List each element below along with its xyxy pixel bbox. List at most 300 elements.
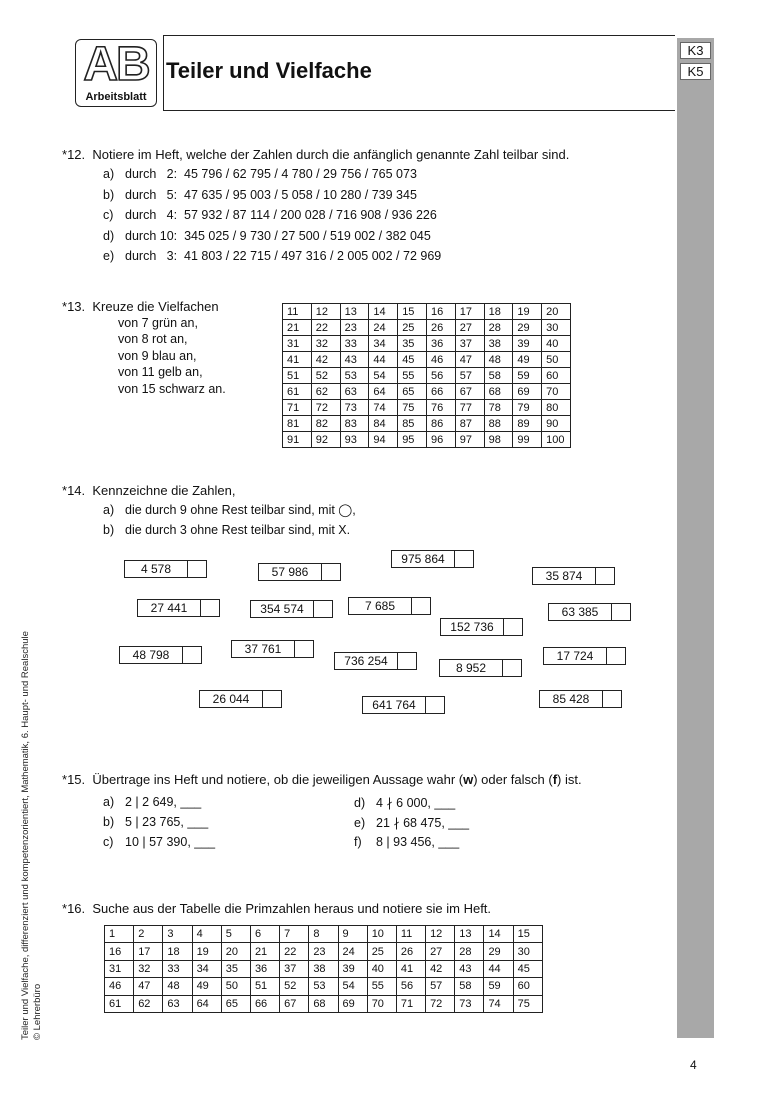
grid-cell[interactable]: 78 bbox=[484, 400, 513, 416]
true-letter: w bbox=[463, 772, 474, 787]
task-13-heading bbox=[62, 299, 219, 314]
task-number: 16. bbox=[67, 901, 86, 916]
grid-cell[interactable]: 34 bbox=[192, 960, 221, 977]
grid-cell[interactable]: 24 bbox=[369, 320, 398, 336]
grid-cell[interactable]: 38 bbox=[309, 960, 338, 977]
star-icon: * bbox=[62, 772, 68, 787]
grid-cell[interactable]: 54 bbox=[338, 978, 367, 995]
grid-cell[interactable]: 74 bbox=[369, 400, 398, 416]
grid-cell[interactable]: 11 bbox=[283, 304, 312, 320]
mark-cell[interactable] bbox=[503, 660, 521, 676]
grid-cell[interactable]: 58 bbox=[455, 978, 484, 995]
grid-cell[interactable]: 72 bbox=[311, 400, 340, 416]
grid-cell[interactable]: 61 bbox=[105, 995, 134, 1012]
task-12-item bbox=[103, 208, 437, 222]
instruction-line: von 8 rot an, bbox=[118, 332, 188, 346]
number-box bbox=[391, 550, 474, 568]
grid-cell[interactable]: 62 bbox=[134, 995, 163, 1012]
task-12-item bbox=[103, 229, 431, 243]
task-text: Kreuze die Vielfachen bbox=[92, 299, 219, 314]
task-text: ) oder falsch ( bbox=[473, 772, 553, 787]
number-value: 26 044 bbox=[200, 691, 263, 707]
grid-cell[interactable]: 2 bbox=[134, 926, 163, 943]
grid-cell[interactable]: 40 bbox=[542, 336, 571, 352]
star-icon: * bbox=[62, 147, 68, 162]
item-text: durch 5: 47 635 / 95 003 / 5 058 / 10 280 / 739 345 bbox=[125, 188, 417, 202]
task-15-heading bbox=[62, 772, 582, 787]
mark-cell[interactable] bbox=[603, 691, 621, 707]
item-label: a) bbox=[103, 503, 115, 517]
copyright-line: © Lehrerbüro bbox=[32, 983, 43, 1040]
grid-cell[interactable]: 33 bbox=[163, 960, 192, 977]
item-text: 4 ∤ 6 000, ___ bbox=[376, 796, 456, 810]
prime-grid bbox=[104, 925, 543, 1013]
grid-cell[interactable]: 32 bbox=[311, 336, 340, 352]
grid-cell[interactable]: 36 bbox=[426, 336, 455, 352]
competence-tag-k5: K5 bbox=[680, 63, 711, 80]
item-label: f) bbox=[354, 835, 362, 849]
grid-cell[interactable]: 55 bbox=[367, 978, 396, 995]
grid-cell[interactable]: 15 bbox=[513, 926, 542, 943]
grid-cell[interactable]: 20 bbox=[542, 304, 571, 320]
grid-cell[interactable]: 21 bbox=[250, 943, 279, 960]
grid-cell[interactable]: 24 bbox=[338, 943, 367, 960]
grid-cell[interactable]: 63 bbox=[163, 995, 192, 1012]
mark-cell[interactable] bbox=[607, 648, 625, 664]
grid-cell[interactable]: 5 bbox=[221, 926, 250, 943]
item-text: 21 ∤ 68 475, ___ bbox=[376, 816, 470, 830]
mark-cell[interactable] bbox=[412, 598, 430, 614]
grid-row bbox=[283, 304, 571, 320]
grid-cell[interactable]: 54 bbox=[369, 368, 398, 384]
item-text: 8 | 93 456, ___ bbox=[376, 835, 460, 849]
task-12-item bbox=[103, 249, 441, 263]
grid-cell[interactable]: 26 bbox=[426, 320, 455, 336]
grid-cell[interactable]: 27 bbox=[426, 943, 455, 960]
mark-cell[interactable] bbox=[314, 601, 332, 617]
number-value: 4 578 bbox=[125, 561, 188, 577]
star-icon: * bbox=[62, 901, 68, 916]
item-text: durch 4: 57 932 / 87 114 / 200 028 / 716 908 / 936 226 bbox=[125, 208, 437, 222]
grid-cell[interactable]: 62 bbox=[311, 384, 340, 400]
mark-cell[interactable] bbox=[504, 619, 522, 635]
task-text: Übertrage ins Heft und notiere, ob die jeweiligen Aussage wahr ( bbox=[92, 772, 464, 787]
grid-cell[interactable]: 38 bbox=[484, 336, 513, 352]
grid-cell[interactable]: 25 bbox=[398, 320, 427, 336]
grid-cell[interactable]: 40 bbox=[367, 960, 396, 977]
grid-cell[interactable]: 48 bbox=[484, 352, 513, 368]
number-value: 35 874 bbox=[533, 568, 596, 584]
mark-cell[interactable] bbox=[398, 653, 416, 669]
grid-cell[interactable]: 51 bbox=[250, 978, 279, 995]
grid-cell[interactable]: 49 bbox=[192, 978, 221, 995]
instruction-line: von 9 blau an, bbox=[118, 349, 197, 363]
number-box bbox=[548, 603, 631, 621]
grid-cell[interactable]: 7 bbox=[280, 926, 309, 943]
mark-cell[interactable] bbox=[183, 647, 201, 663]
grid-cell[interactable]: 89 bbox=[513, 416, 542, 432]
grid-cell[interactable]: 11 bbox=[396, 926, 425, 943]
grid-cell[interactable]: 70 bbox=[367, 995, 396, 1012]
grid-cell[interactable]: 91 bbox=[283, 432, 312, 448]
grid-cell[interactable]: 97 bbox=[455, 432, 484, 448]
grid-cell[interactable]: 35 bbox=[398, 336, 427, 352]
multiples-grid bbox=[282, 303, 571, 448]
number-box bbox=[539, 690, 622, 708]
grid-cell[interactable]: 39 bbox=[513, 336, 542, 352]
item-label: d) bbox=[354, 796, 366, 810]
task-number: 15. bbox=[67, 772, 86, 787]
grid-cell[interactable]: 70 bbox=[542, 384, 571, 400]
grid-cell[interactable]: 68 bbox=[484, 384, 513, 400]
grid-cell[interactable]: 13 bbox=[340, 304, 369, 320]
grid-cell[interactable]: 27 bbox=[455, 320, 484, 336]
grid-cell[interactable]: 58 bbox=[484, 368, 513, 384]
grid-cell[interactable]: 69 bbox=[338, 995, 367, 1012]
grid-cell[interactable]: 99 bbox=[513, 432, 542, 448]
grid-cell[interactable]: 39 bbox=[338, 960, 367, 977]
grid-cell[interactable]: 69 bbox=[513, 384, 542, 400]
grid-cell[interactable]: 37 bbox=[455, 336, 484, 352]
grid-cell[interactable]: 25 bbox=[367, 943, 396, 960]
grid-cell[interactable]: 59 bbox=[484, 978, 513, 995]
grid-cell[interactable]: 64 bbox=[369, 384, 398, 400]
grid-cell[interactable]: 82 bbox=[311, 416, 340, 432]
number-box bbox=[532, 567, 615, 585]
grid-cell[interactable]: 10 bbox=[367, 926, 396, 943]
false-letter: f bbox=[552, 772, 558, 787]
task-12-item bbox=[103, 188, 417, 202]
grid-cell[interactable]: 12 bbox=[426, 926, 455, 943]
competence-tag-k3: K3 bbox=[680, 42, 711, 59]
number-box bbox=[250, 600, 333, 618]
item-text: die durch 9 ohne Rest teilbar sind, mit ◯, bbox=[125, 503, 356, 517]
number-box bbox=[439, 659, 522, 677]
grid-cell[interactable]: 34 bbox=[369, 336, 398, 352]
mark-cell[interactable] bbox=[263, 691, 281, 707]
grid-cell[interactable]: 60 bbox=[513, 978, 542, 995]
grid-cell[interactable]: 71 bbox=[283, 400, 312, 416]
grid-cell[interactable]: 48 bbox=[163, 978, 192, 995]
item-label: e) bbox=[354, 816, 366, 830]
grid-row bbox=[283, 416, 571, 432]
item-text: 2 | 2 649, ___ bbox=[125, 795, 202, 809]
grid-cell[interactable]: 83 bbox=[340, 416, 369, 432]
grid-cell[interactable]: 49 bbox=[513, 352, 542, 368]
grid-cell[interactable]: 14 bbox=[484, 926, 513, 943]
grid-cell[interactable]: 85 bbox=[398, 416, 427, 432]
grid-cell[interactable]: 64 bbox=[192, 995, 221, 1012]
grid-cell[interactable]: 44 bbox=[369, 352, 398, 368]
number-value: 354 574 bbox=[251, 601, 314, 617]
grid-cell[interactable]: 17 bbox=[455, 304, 484, 320]
task-number: 12. bbox=[67, 147, 86, 162]
grid-cell[interactable]: 18 bbox=[484, 304, 513, 320]
grid-cell[interactable]: 18 bbox=[163, 943, 192, 960]
number-box bbox=[258, 563, 341, 581]
mark-cell[interactable] bbox=[322, 564, 340, 580]
grid-row bbox=[283, 384, 571, 400]
grid-cell[interactable]: 33 bbox=[340, 336, 369, 352]
grid-cell[interactable]: 93 bbox=[340, 432, 369, 448]
grid-cell[interactable]: 88 bbox=[484, 416, 513, 432]
grid-cell[interactable]: 86 bbox=[426, 416, 455, 432]
grid-cell[interactable]: 15 bbox=[398, 304, 427, 320]
task-16-heading bbox=[62, 901, 491, 916]
grid-cell[interactable]: 51 bbox=[283, 368, 312, 384]
grid-cell[interactable]: 72 bbox=[426, 995, 455, 1012]
logo-subtitle: Arbeitsblatt bbox=[85, 91, 147, 103]
mark-cell[interactable] bbox=[455, 551, 473, 567]
grid-cell[interactable]: 56 bbox=[396, 978, 425, 995]
grid-cell[interactable]: 37 bbox=[280, 960, 309, 977]
item-text: 5 | 23 765, ___ bbox=[125, 815, 209, 829]
grid-cell[interactable]: 55 bbox=[398, 368, 427, 384]
copyright-line: Teiler und Vielfache, differenziert und kompetenzorientiert, Mathematik, 6. Haupt- und Realschule bbox=[20, 631, 31, 1040]
grid-cell[interactable]: 8 bbox=[309, 926, 338, 943]
grid-cell[interactable]: 16 bbox=[426, 304, 455, 320]
item-text: durch 3: 41 803 / 22 715 / 497 316 / 2 005 002 / 72 969 bbox=[125, 249, 442, 263]
grid-cell[interactable]: 29 bbox=[484, 943, 513, 960]
task-text: Suche aus der Tabelle die Primzahlen heraus und notiere sie im Heft. bbox=[92, 901, 492, 916]
grid-cell[interactable]: 76 bbox=[426, 400, 455, 416]
grid-row bbox=[105, 943, 543, 960]
item-label: c) bbox=[103, 208, 114, 222]
task-14-item bbox=[103, 523, 350, 537]
grid-cell[interactable]: 77 bbox=[455, 400, 484, 416]
mark-cell[interactable] bbox=[596, 568, 614, 584]
grid-cell[interactable]: 23 bbox=[340, 320, 369, 336]
grid-cell[interactable]: 57 bbox=[455, 368, 484, 384]
grid-cell[interactable]: 100 bbox=[542, 432, 571, 448]
grid-row bbox=[283, 432, 571, 448]
grid-cell[interactable]: 65 bbox=[221, 995, 250, 1012]
header-line-bottom bbox=[163, 110, 675, 111]
grid-cell[interactable]: 68 bbox=[309, 995, 338, 1012]
grid-cell[interactable]: 30 bbox=[542, 320, 571, 336]
grid-cell[interactable]: 3 bbox=[163, 926, 192, 943]
grid-cell[interactable]: 75 bbox=[513, 995, 542, 1012]
grid-cell[interactable]: 53 bbox=[309, 978, 338, 995]
grid-cell[interactable]: 73 bbox=[455, 995, 484, 1012]
item-label: b) bbox=[103, 188, 115, 202]
grid-cell[interactable]: 31 bbox=[105, 960, 134, 977]
grid-cell[interactable]: 52 bbox=[280, 978, 309, 995]
grid-cell[interactable]: 47 bbox=[455, 352, 484, 368]
task-15-item bbox=[103, 835, 215, 849]
task-15-item bbox=[103, 795, 201, 809]
number-value: 7 685 bbox=[349, 598, 412, 614]
grid-cell[interactable]: 45 bbox=[513, 960, 542, 977]
grid-cell[interactable]: 66 bbox=[426, 384, 455, 400]
grid-cell[interactable]: 26 bbox=[396, 943, 425, 960]
grid-cell[interactable]: 31 bbox=[283, 336, 312, 352]
grid-cell[interactable]: 79 bbox=[513, 400, 542, 416]
instruction-line: von 7 grün an, bbox=[118, 316, 198, 330]
mark-cell[interactable] bbox=[201, 600, 219, 616]
instruction-line: von 11 gelb an, bbox=[118, 365, 203, 379]
number-box bbox=[137, 599, 220, 617]
grid-row bbox=[105, 960, 543, 977]
grid-cell[interactable]: 22 bbox=[311, 320, 340, 336]
grid-cell[interactable]: 44 bbox=[484, 960, 513, 977]
grid-cell[interactable]: 14 bbox=[369, 304, 398, 320]
logo-letters: AB bbox=[83, 38, 149, 91]
page-number: 4 bbox=[690, 1058, 697, 1072]
item-text: 10 | 57 390, ___ bbox=[125, 835, 216, 849]
grid-cell[interactable]: 1 bbox=[105, 926, 134, 943]
grid-cell[interactable]: 30 bbox=[513, 943, 542, 960]
grid-cell[interactable]: 28 bbox=[455, 943, 484, 960]
grid-cell[interactable]: 56 bbox=[426, 368, 455, 384]
number-box bbox=[199, 690, 282, 708]
grid-cell[interactable]: 43 bbox=[340, 352, 369, 368]
grid-cell[interactable]: 36 bbox=[250, 960, 279, 977]
grid-cell[interactable]: 67 bbox=[455, 384, 484, 400]
grid-cell[interactable]: 41 bbox=[396, 960, 425, 977]
grid-cell[interactable]: 87 bbox=[455, 416, 484, 432]
grid-cell[interactable]: 16 bbox=[105, 943, 134, 960]
number-box bbox=[348, 597, 431, 615]
task-text: ) ist. bbox=[557, 772, 582, 787]
grid-cell[interactable]: 73 bbox=[340, 400, 369, 416]
grid-cell[interactable]: 75 bbox=[398, 400, 427, 416]
grid-cell[interactable]: 95 bbox=[398, 432, 427, 448]
grid-cell[interactable]: 32 bbox=[134, 960, 163, 977]
star-icon: * bbox=[62, 483, 68, 498]
number-box bbox=[231, 640, 314, 658]
grid-cell[interactable]: 98 bbox=[484, 432, 513, 448]
grid-cell[interactable]: 46 bbox=[426, 352, 455, 368]
grid-row bbox=[283, 352, 571, 368]
grid-cell[interactable]: 9 bbox=[338, 926, 367, 943]
number-value: 37 761 bbox=[232, 641, 295, 657]
grid-cell[interactable]: 46 bbox=[105, 978, 134, 995]
task-15-item bbox=[354, 795, 455, 810]
grid-cell[interactable]: 61 bbox=[283, 384, 312, 400]
task-12-heading bbox=[62, 147, 569, 162]
grid-cell[interactable]: 67 bbox=[280, 995, 309, 1012]
task-text: Notiere im Heft, welche der Zahlen durch die anfänglich genannte Zahl teilbar sind. bbox=[92, 147, 570, 162]
grid-cell[interactable]: 96 bbox=[426, 432, 455, 448]
grid-cell[interactable]: 20 bbox=[221, 943, 250, 960]
side-strip bbox=[677, 38, 714, 1038]
item-label: e) bbox=[103, 249, 115, 263]
copyright-vertical bbox=[20, 580, 44, 1040]
star-icon: * bbox=[62, 299, 68, 314]
number-value: 975 864 bbox=[392, 551, 455, 567]
task-number: 14. bbox=[67, 483, 86, 498]
grid-cell[interactable]: 80 bbox=[542, 400, 571, 416]
grid-cell[interactable]: 13 bbox=[455, 926, 484, 943]
header-divider bbox=[163, 35, 164, 111]
number-value: 152 736 bbox=[441, 619, 504, 635]
grid-cell[interactable]: 45 bbox=[398, 352, 427, 368]
grid-cell[interactable]: 42 bbox=[426, 960, 455, 977]
mark-cell[interactable] bbox=[295, 641, 313, 657]
grid-cell[interactable]: 17 bbox=[134, 943, 163, 960]
number-box bbox=[124, 560, 207, 578]
grid-cell[interactable]: 57 bbox=[426, 978, 455, 995]
page-title: Teiler und Vielfache bbox=[166, 58, 372, 83]
grid-cell[interactable]: 66 bbox=[250, 995, 279, 1012]
number-box bbox=[440, 618, 523, 636]
number-box bbox=[362, 696, 445, 714]
grid-cell[interactable]: 50 bbox=[542, 352, 571, 368]
number-box bbox=[334, 652, 417, 670]
mark-cell[interactable] bbox=[612, 604, 630, 620]
grid-cell[interactable]: 53 bbox=[340, 368, 369, 384]
grid-cell[interactable]: 65 bbox=[398, 384, 427, 400]
grid-cell[interactable]: 35 bbox=[221, 960, 250, 977]
grid-cell[interactable]: 43 bbox=[455, 960, 484, 977]
grid-row bbox=[283, 400, 571, 416]
grid-cell[interactable]: 63 bbox=[340, 384, 369, 400]
grid-cell[interactable]: 50 bbox=[221, 978, 250, 995]
grid-cell[interactable]: 47 bbox=[134, 978, 163, 995]
item-label: b) bbox=[103, 523, 115, 537]
item-label: b) bbox=[103, 815, 115, 829]
grid-row bbox=[283, 336, 571, 352]
mark-cell[interactable] bbox=[188, 561, 206, 577]
task-text: Kennzeichne die Zahlen, bbox=[92, 483, 236, 498]
grid-row bbox=[105, 978, 543, 995]
grid-cell[interactable]: 71 bbox=[396, 995, 425, 1012]
task-15-item bbox=[354, 835, 459, 849]
grid-cell[interactable]: 59 bbox=[513, 368, 542, 384]
item-text: durch 2: 45 796 / 62 795 / 4 780 / 29 756 / 765 073 bbox=[125, 167, 417, 181]
number-value: 57 986 bbox=[259, 564, 322, 580]
grid-cell[interactable]: 6 bbox=[250, 926, 279, 943]
item-label: c) bbox=[103, 835, 114, 849]
grid-row bbox=[283, 320, 571, 336]
task-15-item bbox=[103, 815, 208, 829]
task-14-item bbox=[103, 502, 356, 517]
grid-cell[interactable]: 29 bbox=[513, 320, 542, 336]
grid-cell[interactable]: 92 bbox=[311, 432, 340, 448]
number-value: 641 764 bbox=[363, 697, 426, 713]
grid-cell[interactable]: 21 bbox=[283, 320, 312, 336]
grid-cell[interactable]: 28 bbox=[484, 320, 513, 336]
task-15-item bbox=[354, 815, 469, 830]
grid-row bbox=[105, 926, 543, 943]
mark-cell[interactable] bbox=[426, 697, 444, 713]
item-label: a) bbox=[103, 795, 115, 809]
grid-cell[interactable]: 84 bbox=[369, 416, 398, 432]
task-number: 13. bbox=[67, 299, 86, 314]
number-value: 48 798 bbox=[120, 647, 183, 663]
grid-cell[interactable]: 19 bbox=[513, 304, 542, 320]
grid-cell[interactable]: 60 bbox=[542, 368, 571, 384]
grid-cell[interactable]: 23 bbox=[309, 943, 338, 960]
grid-cell[interactable]: 42 bbox=[311, 352, 340, 368]
grid-cell[interactable]: 94 bbox=[369, 432, 398, 448]
task-14-heading bbox=[62, 483, 235, 498]
number-value: 27 441 bbox=[138, 600, 201, 616]
number-value: 85 428 bbox=[540, 691, 603, 707]
grid-cell[interactable]: 74 bbox=[484, 995, 513, 1012]
grid-cell[interactable]: 12 bbox=[311, 304, 340, 320]
item-label: a) bbox=[103, 167, 115, 181]
header-line-top bbox=[163, 35, 675, 36]
grid-cell[interactable]: 81 bbox=[283, 416, 312, 432]
grid-cell[interactable]: 52 bbox=[311, 368, 340, 384]
grid-cell[interactable]: 90 bbox=[542, 416, 571, 432]
grid-cell[interactable]: 22 bbox=[280, 943, 309, 960]
grid-cell[interactable]: 19 bbox=[192, 943, 221, 960]
grid-cell[interactable]: 41 bbox=[283, 352, 312, 368]
grid-cell[interactable]: 4 bbox=[192, 926, 221, 943]
